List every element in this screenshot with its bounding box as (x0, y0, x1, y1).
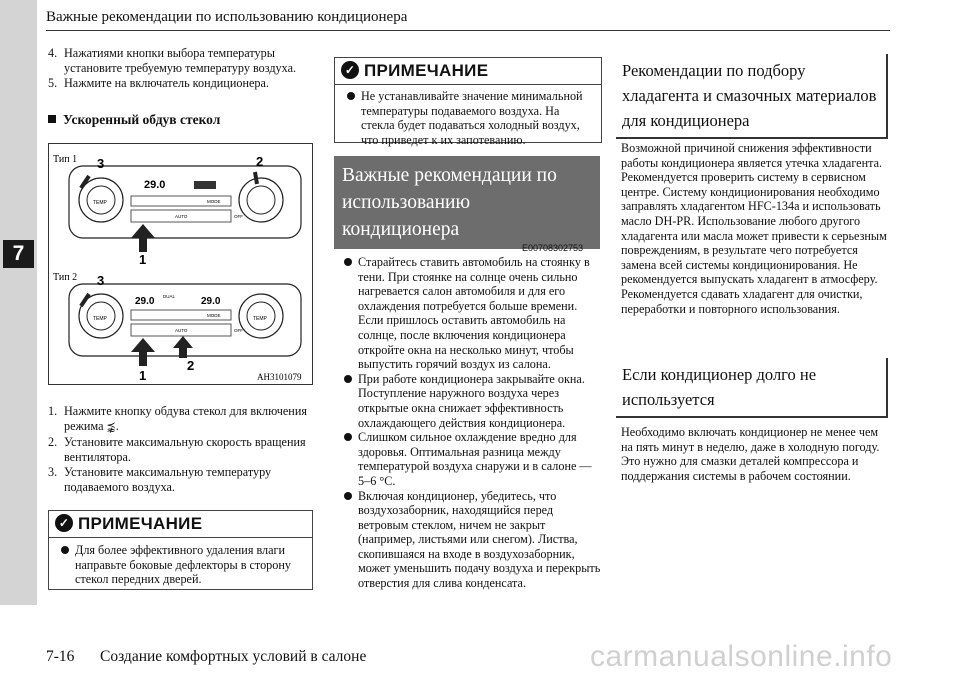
type2-off-label: OFF (234, 328, 243, 333)
section-title-defog: Ускоренный обдув стекол (48, 112, 220, 128)
list-item: 4. Нажатиями кнопки выбора температуры установите требуемую температуру воздуха. (48, 46, 297, 75)
type1-fan-bars (194, 181, 216, 189)
header-divider (46, 30, 890, 31)
type1-label: Тип 1 (53, 154, 78, 165)
type1-temp-label-left: TEMP (93, 200, 107, 206)
list-item: При работе кондиционера закрывайте окна. Поступление наружного воздуха через открытые окна снижает эффективность охлаждающего действия кондиционера. (340, 372, 602, 430)
list-item: 1. Нажмите кнопку обдува стекол для включения режима ⪹. (48, 404, 307, 433)
type2-temp-label-left: TEMP (93, 316, 107, 322)
list-item: 3. Установите максимальную температуру подаваемого воздуха. (48, 465, 272, 494)
type1-off-label: OFF (234, 214, 243, 219)
checkmark-icon: ✓ (55, 514, 73, 532)
watermark: carmanualsonline.info (590, 640, 893, 673)
refrigerant-paragraph: Возможной причиной снижения эффективности работы кондиционера является утечка хладагента. Рекомендуется проверить систему в сервисном центре. Систему кондиционирования необходимо заправлять хладагентом HFC-134a и использовать масло DH-PR. Использование любого другого хладагента или масла может привести к серьезным повреждениям, в результате чего потребуется замена всей системы кондиционирования. Не рекомендуется выпускать хладагент в атмосферу. Рекомендуется сдавать хладагент для очистки, переработки и повторного использования. (621, 141, 887, 316)
callout-3: 3 (97, 156, 105, 171)
chapter-number: 7 (3, 240, 34, 268)
climate-panel-illustration (49, 144, 312, 384)
type2-mode-label: MODE (207, 313, 221, 318)
list-item: 2. Установите максимальную скорость вращения вентилятора. (48, 435, 306, 464)
type2-temp-display-left: 29.0 (135, 296, 155, 307)
type2-label: Тип 2 (53, 272, 78, 283)
callout-2: 2 (256, 154, 264, 169)
climate-panel-figure (48, 143, 313, 385)
type2-dual-label: DUAL (163, 294, 176, 299)
list-item: Включая кондиционер, убедитесь, что воздухозаборник, находящийся перед ветровым стеклом, ничем не закрыт (например, листьями или снегом). Листва, скопившаяся на входе в воздухозаборник, может уменьшить подачу воздуха и перекрыть отверстия для слива конденсата. (340, 489, 602, 591)
recommendations-list (340, 255, 602, 591)
callout-1: 1 (139, 252, 147, 267)
note-item: Для более эффективного удаления влаги направьте боковые дефлекторы в сторону стекол передних дверей. (57, 543, 304, 587)
type1-auto-label: AUTO (175, 214, 188, 219)
figure-code: AH3101079 (257, 372, 302, 382)
note-box-left (48, 510, 313, 590)
type1-temp-display: 29.0 (144, 179, 166, 191)
callout-3b: 3 (97, 273, 105, 288)
note-item: Не устанавливайте значение минимальной температуры подаваемого воздуха. На стекла будет подаваться холодный воздух, что приведет к их запотеванию. (343, 89, 593, 147)
chapter-tab-bar (0, 0, 37, 605)
note-header: ✓ ПРИМЕЧАНИЕ (335, 58, 601, 85)
type2-temp-display-right: 29.0 (201, 296, 221, 307)
section-title-long-unused: Если кондиционер долго не используется (616, 358, 888, 418)
type2-temp-label-right: TEMP (253, 316, 267, 322)
type1-mode-label: MODE (207, 199, 221, 204)
checkmark-icon: ✓ (341, 61, 359, 79)
note-header: ✓ ПРИМЕЧАНИЕ (49, 511, 312, 538)
section-title-refrigerant: Рекомендации по подбору хладагента и смазочных материалов для кондиционера (616, 54, 888, 139)
list-item: Слишком сильное охлаждение вредно для здоровья. Оптимальная разница между температурой воздуха снаружи и в салоне — 5–6 °C. (340, 430, 602, 488)
type2-auto-label: AUTO (175, 328, 188, 333)
list-item: 5. Нажмите на включатель кондиционера. (48, 76, 269, 91)
type1-fan-knob-right (239, 178, 283, 222)
callout-1b: 1 (139, 368, 147, 383)
note-box-middle (334, 57, 602, 147)
page-header-title: Важные рекомендации по использованию кондиционера (46, 9, 408, 25)
footer-chapter-title: Создание комфортных условий в салоне (100, 648, 367, 665)
page-number: 7-16 (46, 648, 75, 665)
steps-bottom-list (48, 404, 318, 496)
section-code: E00708302753 (522, 243, 584, 253)
long-unused-paragraph: Необходимо включать кондиционер не менее чем на пять минут в неделю, даже в холодную погоду. Это нужно для смазки деталей компрессора и поддержания системы в рабочем состоянии. (621, 425, 880, 483)
defogger-icon: ⪹ (106, 419, 116, 433)
callout-2b: 2 (187, 358, 195, 373)
list-item: Старайтесь ставить автомобиль на стоянку в тени. При стоянке на солнце очень сильно нагревается салон автомобиля и для его охлаждения потребуется больше времени. Если пришлось оставить автомобиль на солнце, после включения кондиционера откройте окна на несколько минут, чтобы выпустить горячий воздух из салона. (340, 255, 602, 372)
steps-top-list (48, 46, 318, 92)
section-title-recommendations: Важные рекомендации по использованию кондиционера (334, 156, 600, 249)
callout-arrow-2 (255, 172, 257, 184)
